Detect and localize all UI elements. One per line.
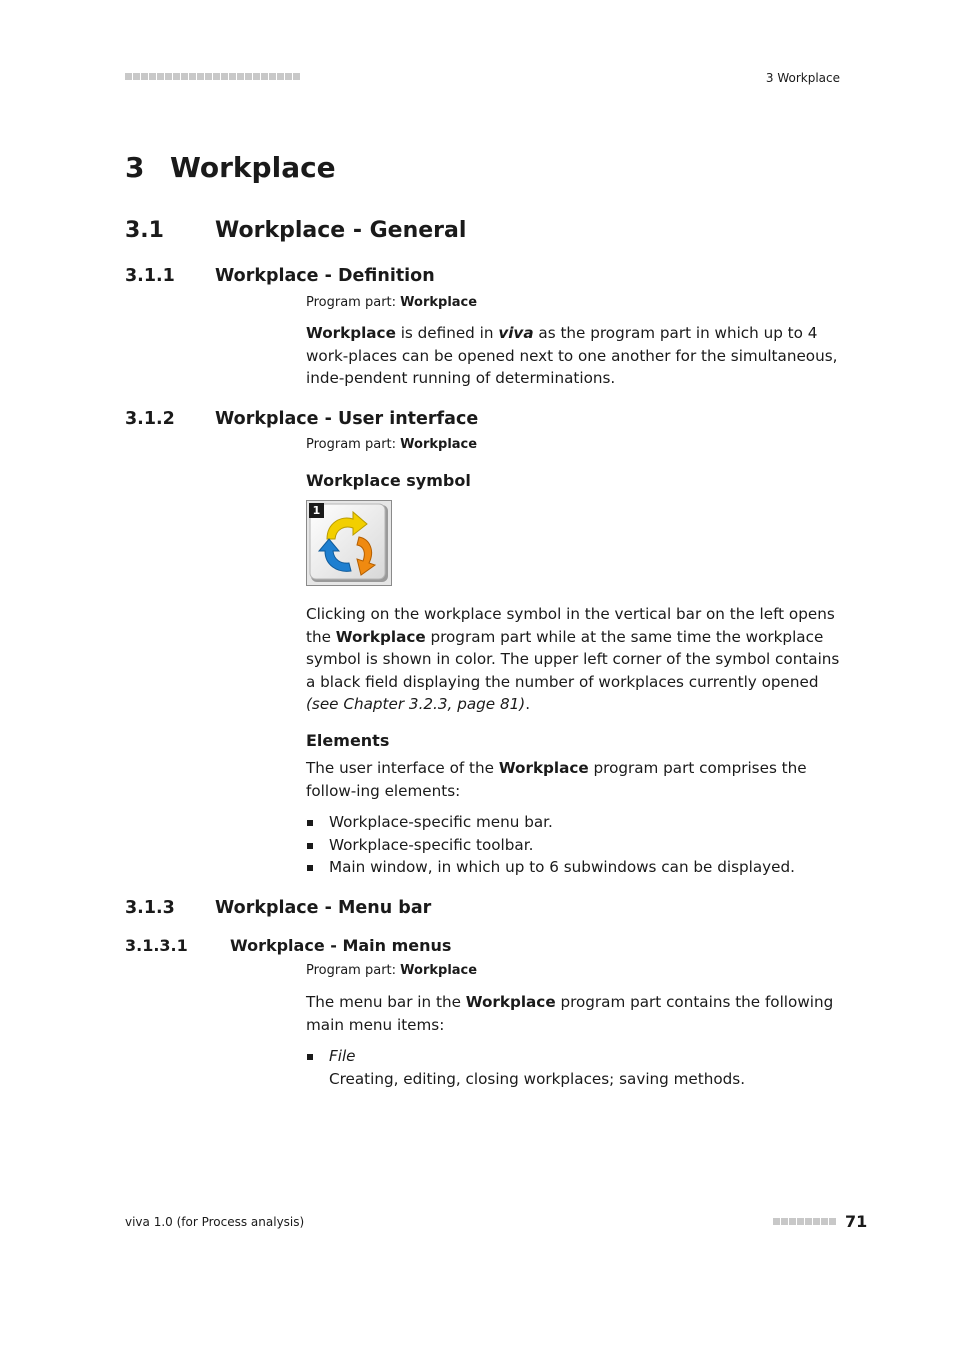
chapter-heading — [125, 151, 336, 184]
elements-heading: Elements — [306, 731, 390, 750]
elements-list — [306, 811, 846, 879]
section-number: 3.1.1 — [125, 266, 175, 286]
list-item: Main window, in which up to 6 subwindows can be displayed. — [306, 856, 846, 879]
symbol-paragraph: Clicking on the workplace symbol in the vertical bar on the left opens the Workplace program part while at the same time the workplace symbol is shown in color. The upper left corner of the symbol contains a black field displaying the number of workplaces currently opened (see Chapter 3.2.3, page 81). — [306, 605, 840, 713]
list-item — [306, 1045, 846, 1090]
page-number: 71 — [845, 1212, 868, 1231]
menu-bar-paragraph: The menu bar in the Workplace program part contains the following main menu items: — [306, 993, 834, 1034]
section-number: 3.1.3.1 — [125, 936, 188, 955]
section-title: Workplace - Definition — [215, 266, 435, 286]
program-part-label: Program part: Workplace — [306, 437, 478, 452]
running-title: 3 Workplace — [765, 71, 840, 85]
chapter-number: 3 — [125, 151, 145, 184]
program-part-label: Program part: Workplace — [306, 295, 478, 310]
section-title: Workplace - General — [215, 218, 467, 243]
menu-item-name: File — [329, 1047, 356, 1065]
menu-items-list — [306, 1045, 846, 1090]
section-title: Workplace - Main menus — [230, 936, 452, 955]
list-item: Workplace-specific toolbar. — [306, 834, 846, 857]
chapter-title: Workplace — [170, 151, 336, 184]
program-part-label: Program part: Workplace — [306, 963, 478, 978]
menu-item-description: Creating, editing, closing workplaces; saving methods. — [329, 1069, 746, 1088]
workplace-symbol-icon — [306, 500, 392, 586]
list-item: Workplace-specific menu bar. — [306, 811, 846, 834]
elements-paragraph: The user interface of the Workplace program part comprises the follow-ing elements: — [306, 759, 807, 800]
section-number: 3.1 — [125, 218, 164, 243]
section-title: Workplace - User interface — [215, 409, 479, 429]
definition-paragraph: Workplace is defined in viva as the program part in which up to 4 work-places can be opened next to one another for the simultaneous, inde-pendent running of determinations. — [306, 324, 838, 387]
workplace-symbol-heading: Workplace symbol — [306, 471, 471, 490]
header-decoration — [125, 73, 300, 80]
footer-product: viva 1.0 (for Process analysis) — [125, 1215, 305, 1229]
workplace-count-badge: 1 — [309, 503, 324, 518]
footer-decoration — [773, 1218, 836, 1225]
section-title: Workplace - Menu bar — [215, 898, 432, 918]
section-number: 3.1.2 — [125, 409, 175, 429]
section-number: 3.1.3 — [125, 898, 175, 918]
